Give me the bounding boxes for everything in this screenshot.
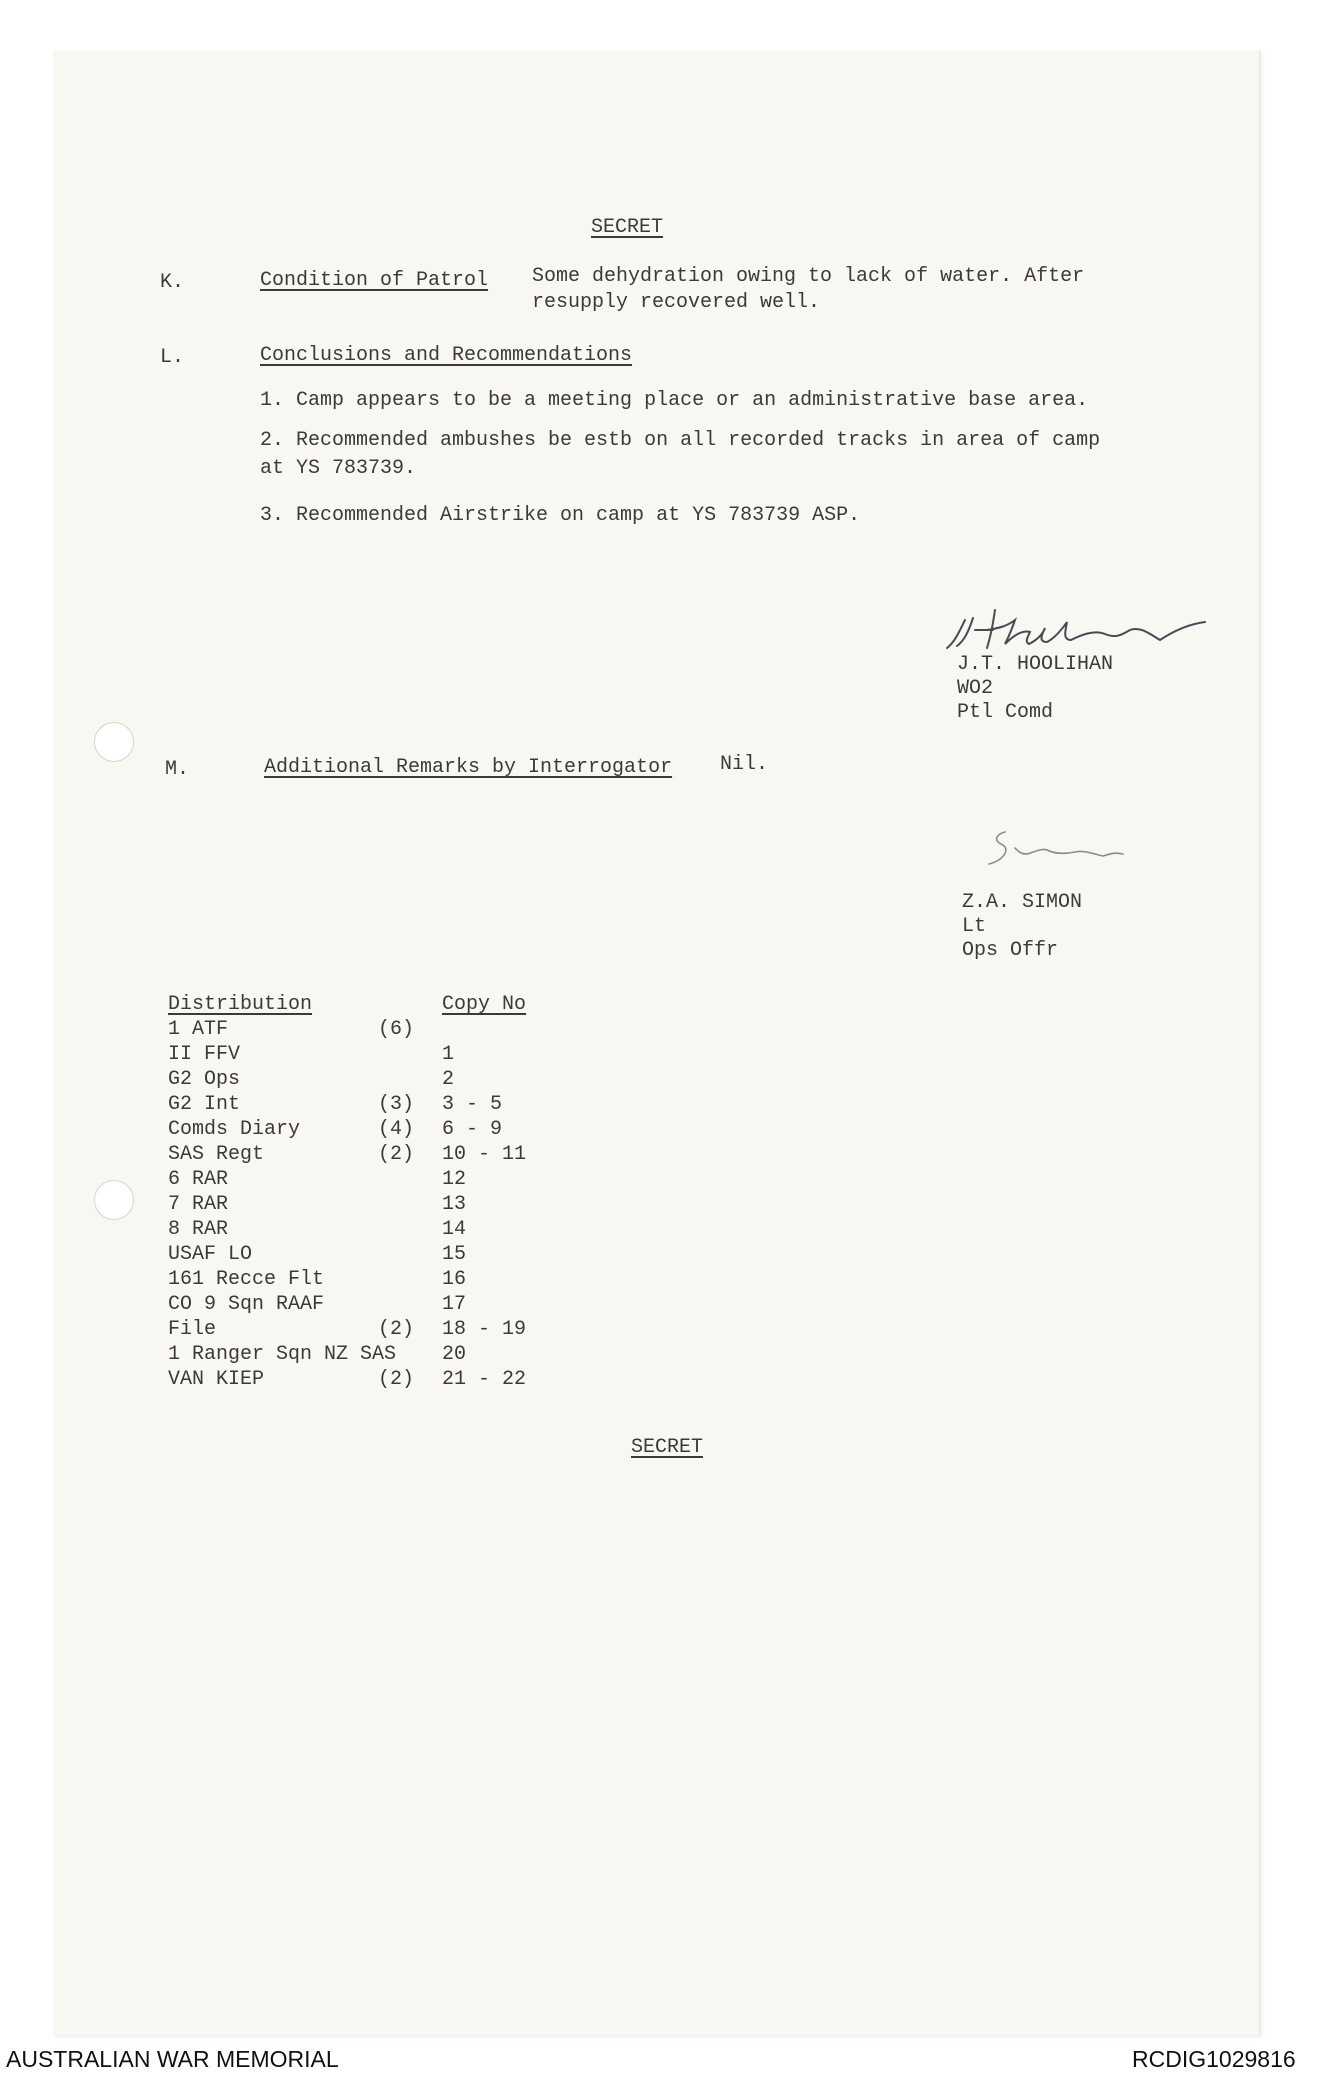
section-k-heading: Condition of Patrol — [260, 269, 489, 292]
section-l-item2-line2: at YS 783739. — [260, 457, 417, 480]
distribution-copy: 3 - 5 — [442, 1093, 503, 1116]
hoolihan-signature — [935, 600, 1235, 660]
signatory1-role: Ptl Comd — [957, 701, 1054, 724]
distribution-count: (4) — [378, 1118, 415, 1141]
distribution-copy: 6 - 9 — [442, 1118, 503, 1141]
section-k-text-line1: Some dehydration owing to lack of water. After — [532, 265, 1085, 288]
distribution-name: File — [168, 1318, 217, 1341]
distribution-copy: 20 — [442, 1343, 467, 1366]
archive-footer-right: RCDIG1029816 — [1132, 2046, 1296, 2072]
distribution-name: CO 9 Sqn RAAF — [168, 1293, 325, 1316]
distribution-count: (6) — [378, 1018, 415, 1041]
section-l-letter: L. — [160, 346, 185, 369]
distribution-count: (2) — [378, 1318, 415, 1341]
distribution-name: SAS Regt — [168, 1143, 265, 1166]
section-l-item3: 3. Recommended Airstrike on camp at YS 783739 ASP. — [260, 504, 861, 527]
simon-signature — [975, 820, 1155, 880]
distribution-name: 1 Ranger Sqn NZ SAS — [168, 1343, 397, 1366]
distribution-copy: 15 — [442, 1243, 467, 1266]
signatory2-name: Z.A. SIMON — [962, 891, 1083, 914]
distribution-name: 161 Recce Flt — [168, 1268, 325, 1291]
distribution-copy: 14 — [442, 1218, 467, 1241]
punch-hole-bottom — [94, 1180, 134, 1220]
section-l-item1: 1. Camp appears to be a meeting place or an administrative base area. — [260, 389, 1089, 412]
section-m-heading: Additional Remarks by Interrogator — [264, 756, 673, 779]
distribution-header: Distribution — [168, 993, 313, 1016]
distribution-count: (2) — [378, 1143, 415, 1166]
distribution-copy: 21 - 22 — [442, 1368, 527, 1391]
distribution-copy: 2 — [442, 1068, 455, 1091]
distribution-copy: 13 — [442, 1193, 467, 1216]
distribution-name: 1 ATF — [168, 1018, 229, 1041]
distribution-name: G2 Int — [168, 1093, 241, 1116]
classification-footer: SECRET — [631, 1436, 704, 1459]
signatory1-name: J.T. HOOLIHAN — [957, 653, 1114, 676]
archive-footer-left: AUSTRALIAN WAR MEMORIAL — [6, 2046, 339, 2072]
distribution-name: VAN KIEP — [168, 1368, 265, 1391]
signatory1-rank: WO2 — [957, 677, 994, 700]
distribution-copy: 12 — [442, 1168, 467, 1191]
section-l-item2-line1: 2. Recommended ambushes be estb on all recorded tracks in area of camp — [260, 429, 1101, 452]
distribution-count: (3) — [378, 1093, 415, 1116]
distribution-name: 7 RAR — [168, 1193, 229, 1216]
section-l-heading: Conclusions and Recommendations — [260, 344, 633, 367]
section-m-text: Nil. — [720, 753, 769, 776]
distribution-name: USAF LO — [168, 1243, 253, 1266]
distribution-name: II FFV — [168, 1043, 241, 1066]
distribution-count: (2) — [378, 1368, 415, 1391]
section-m-letter: M. — [165, 758, 190, 781]
punch-hole-top — [94, 722, 134, 762]
classification-header: SECRET — [591, 216, 664, 239]
section-k-letter: K. — [160, 271, 185, 294]
distribution-name: Comds Diary — [168, 1118, 301, 1141]
distribution-copy: 17 — [442, 1293, 467, 1316]
distribution-name: G2 Ops — [168, 1068, 241, 1091]
copy-no-header: Copy No — [442, 993, 527, 1016]
distribution-copy: 16 — [442, 1268, 467, 1291]
signatory2-role: Ops Offr — [962, 939, 1059, 962]
distribution-copy: 10 - 11 — [442, 1143, 527, 1166]
distribution-name: 8 RAR — [168, 1218, 229, 1241]
distribution-copy: 1 — [442, 1043, 455, 1066]
section-k-text-line2: resupply recovered well. — [532, 291, 821, 314]
signatory2-rank: Lt — [962, 915, 987, 938]
distribution-name: 6 RAR — [168, 1168, 229, 1191]
distribution-copy: 18 - 19 — [442, 1318, 527, 1341]
